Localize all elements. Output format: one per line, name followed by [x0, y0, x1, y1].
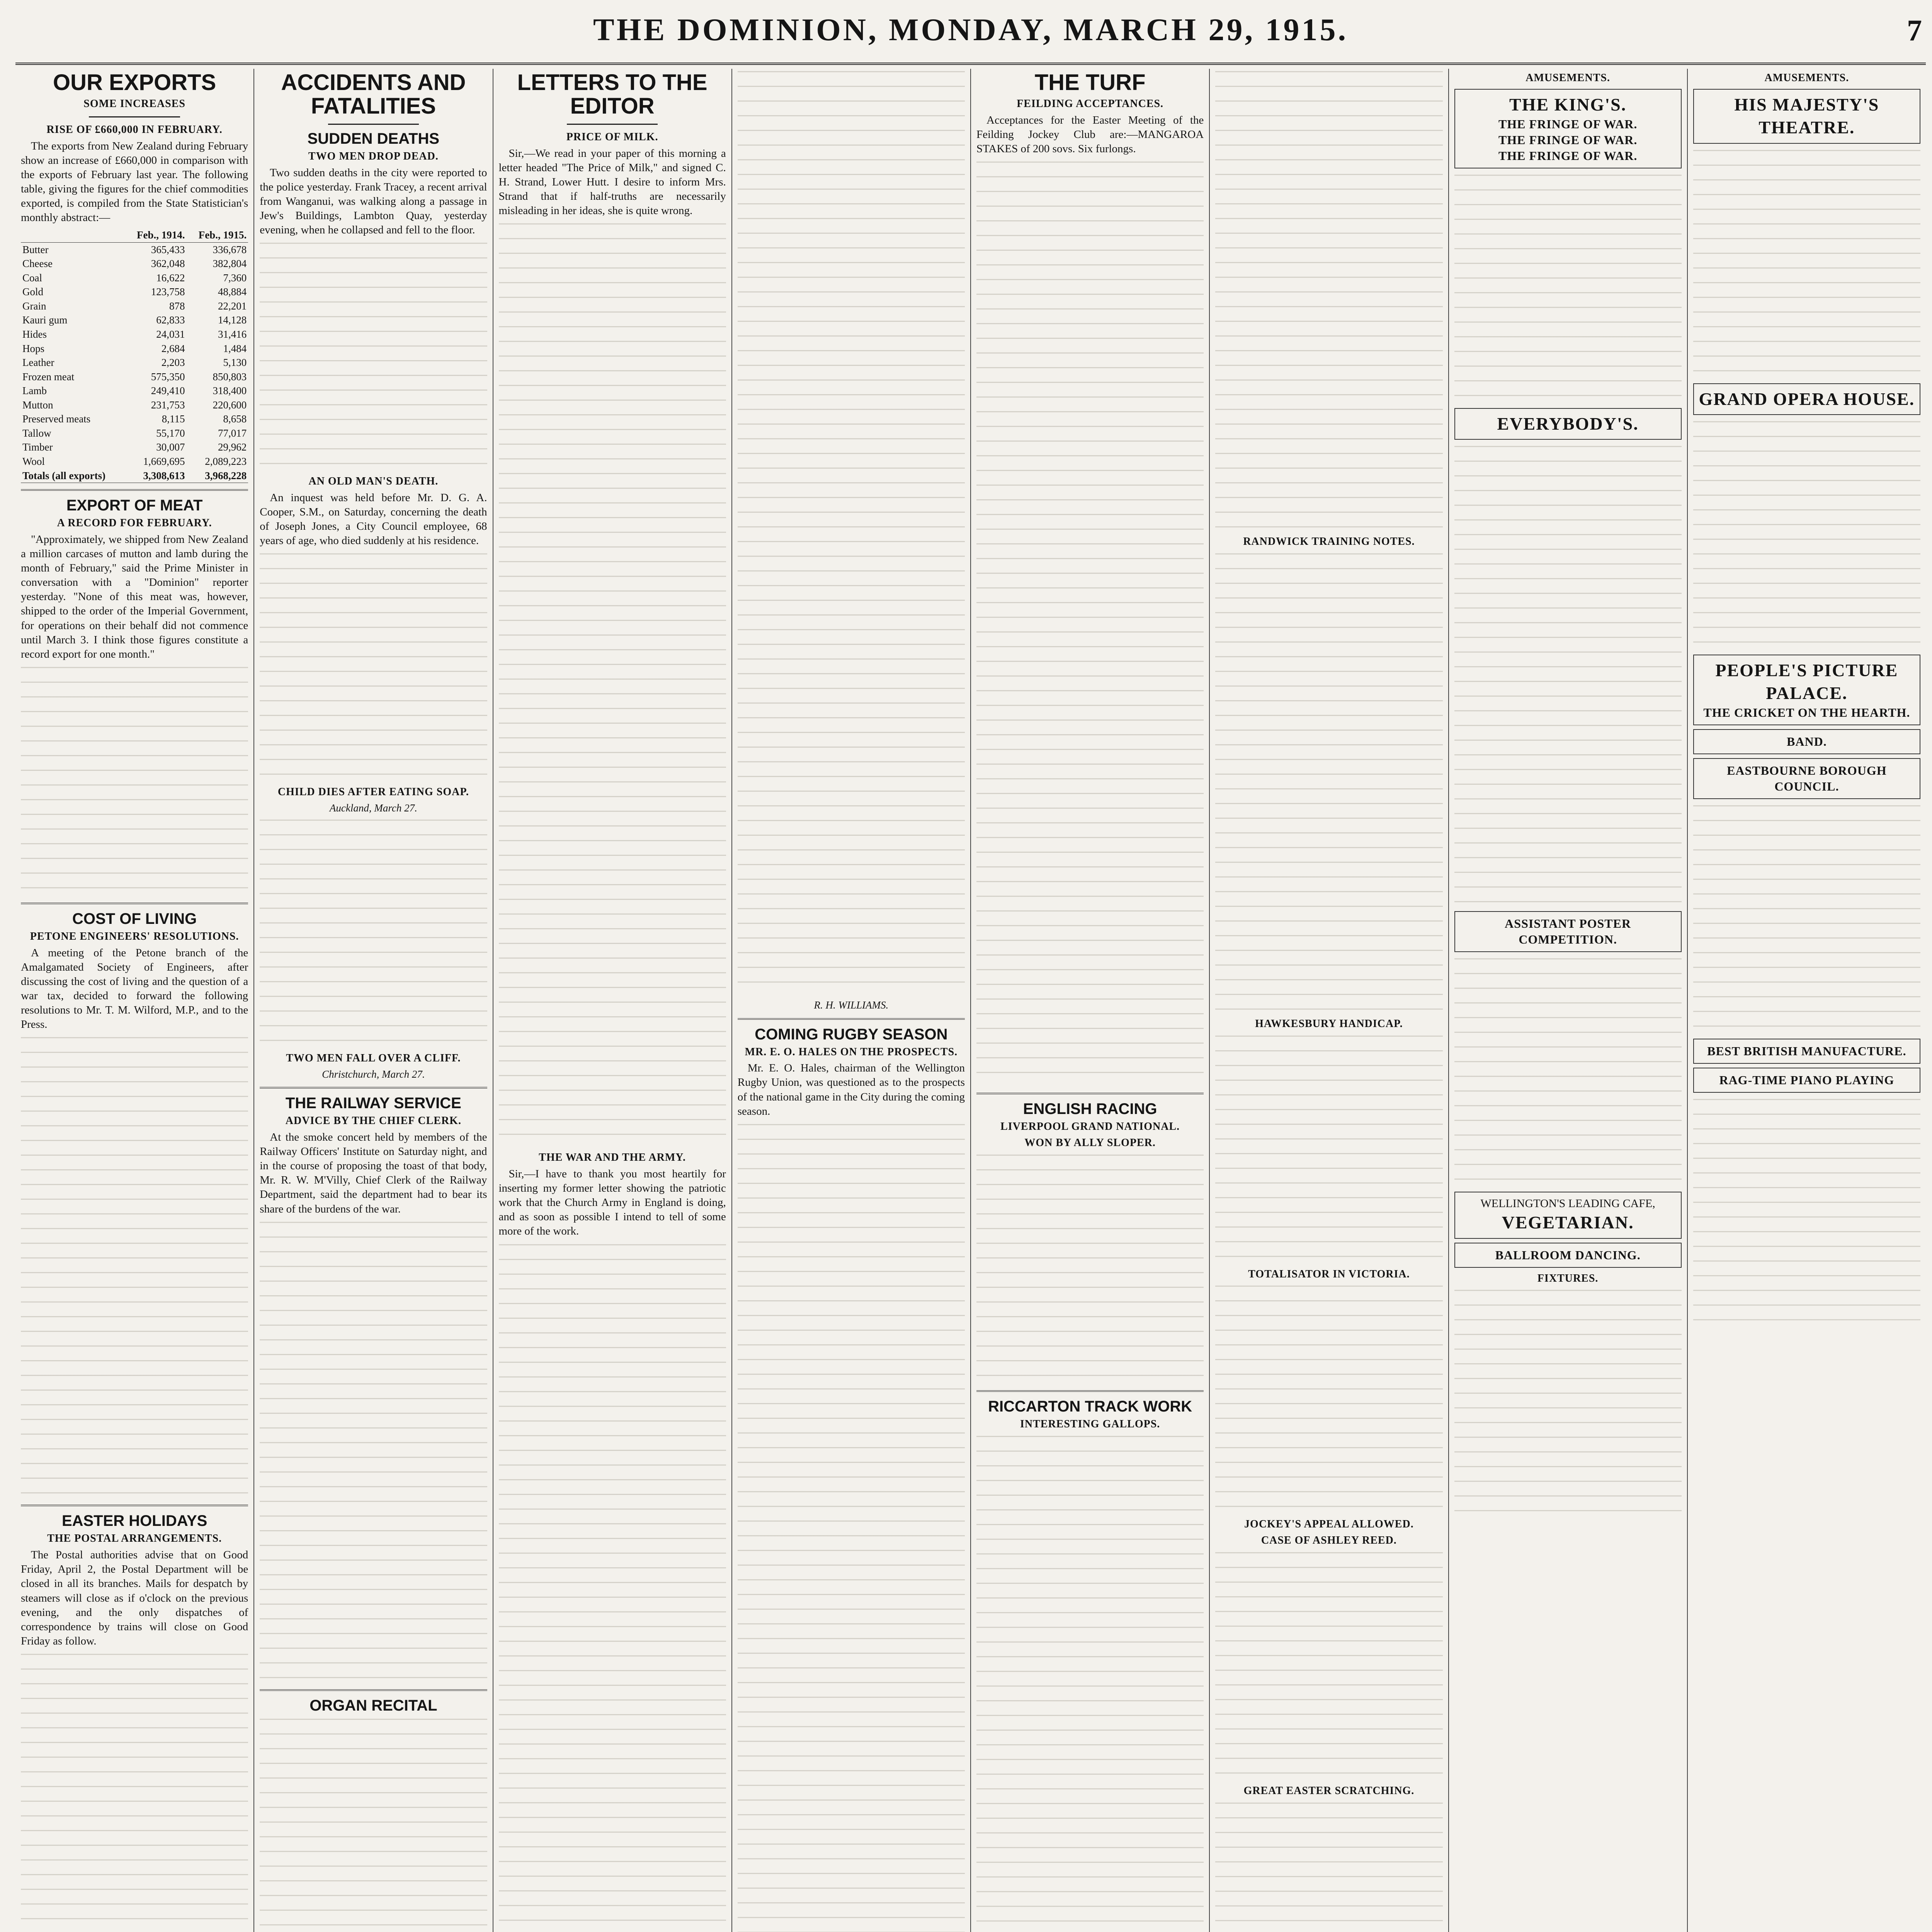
ad-peoples-palace: PEOPLE'S PICTURE PALACE. THE CRICKET ON THE HEARTH. [1693, 655, 1920, 725]
national-sub: LIVERPOOL GRAND NATIONAL. [1000, 1121, 1180, 1133]
table-row: Coal 16,622 7,360 [22, 272, 247, 284]
text-block [1215, 1283, 1442, 1515]
ad-cafe: WELLINGTON'S LEADING CAFE, VEGETARIAN. [1454, 1192, 1682, 1238]
living-heading: COST OF LIVING [72, 910, 197, 927]
letters-heading: LETTERS TO THE EDITOR [517, 70, 707, 119]
exports-intro: The exports from New Zealand during February show an increase of £660,000 in comparison with the exports of February last year. The following table, giving the figures for the chief commodities exported, is compiled from the State Statistician's monthly abstract:— [21, 139, 248, 224]
cliff-dateline: Christchurch, March 27. [322, 1068, 425, 1080]
meat-heading: EXPORT OF MEAT [66, 497, 203, 514]
table-row: Preserved meats 8,115 8,658 [22, 413, 247, 425]
table-totals-row: Totals (all exports) 3,308,613 3,968,228 [21, 469, 248, 483]
column-5 [971, 69, 1210, 1932]
text-block [499, 1242, 726, 1932]
milk-body: Sir,—We read in your paper of this morning a letter headed "The Price of Milk," and signed C. H. Strand, Lower Hutt. I desire to inform Mrs. Strand that if half-truths are necessarily misleading in her ideas, she is quite wrong. [498, 147, 726, 217]
divider [976, 1390, 1204, 1392]
column-2 [254, 69, 493, 1932]
exports-table-header: Feb., 1914. Feb., 1915. [21, 228, 248, 242]
ad-kings-theatre: THE KING'S. THE FRINGE OF WAR. THE FRINGE OF WAR. THE FRINGE OF WAR. [1454, 89, 1682, 168]
text-block [260, 1716, 487, 1932]
railway-body: At the smoke concert held by members of the Railway Officers' Institute on Saturday night, and in the course of proposing the toast of that body, Mr. R. W. M'Villy, Chief Clerk of the Railway Department, said the department had to bear its share of the burdens of the war. [260, 1131, 487, 1215]
text-block [976, 1152, 1204, 1384]
war-army-heading: THE WAR AND THE ARMY. [539, 1151, 686, 1164]
table-row: Timber 30,007 29,962 [22, 441, 247, 453]
living-subheading: PETONE ENGINEERS' RESOLUTIONS. [30, 930, 239, 942]
riccarton-heading: RICCARTON TRACK WORK [988, 1398, 1192, 1415]
text-block [1454, 444, 1682, 907]
riccarton-sub: INTERESTING GALLOPS. [1020, 1418, 1160, 1430]
divider [260, 1689, 487, 1691]
columns [15, 69, 1926, 1932]
text-block [21, 1035, 248, 1498]
cliff-heading: TWO MEN FALL OVER A CLIFF. [286, 1052, 461, 1064]
text-block [1215, 1550, 1442, 1782]
exports-table [21, 228, 248, 483]
ad-poster-competition: ASSISTANT POSTER COMPETITION. [1454, 911, 1682, 952]
table-row: Hides 24,031 31,416 [22, 328, 247, 340]
child-heading: CHILD DIES AFTER EATING SOAP. [277, 786, 469, 798]
ad-ragtime: RAG-TIME PIANO PLAYING [1693, 1068, 1920, 1093]
ad-ballroom: BALLROOM DANCING. [1454, 1243, 1682, 1268]
sudden-deaths-body: Two sudden deaths in the city were reported to the police yesterday. Frank Tracey, a recent arrival from Wanganui, was walking along a passage in Jew's Buildings, Lambton Quay, yesterday evening, when he collapsed and fell to the floor. [260, 166, 487, 236]
text-block [976, 1434, 1204, 1932]
text-block [738, 69, 965, 996]
table-row: Leather 2,203 5,130 [22, 357, 247, 369]
column-1 [15, 69, 254, 1932]
letter-signature: R. H. WILLIAMS. [814, 999, 889, 1011]
ad-band: BAND. [1693, 729, 1920, 754]
easter-subheading: THE POSTAL ARRANGEMENTS. [47, 1532, 222, 1545]
ad-grand-opera: GRAND OPERA HOUSE. [1693, 383, 1920, 415]
rule [567, 124, 658, 125]
accidents-heading: ACCIDENTS AND FATALITIES [281, 70, 466, 119]
railway-sub: ADVICE BY THE CHIEF CLERK. [285, 1115, 461, 1127]
feilding-sub: FEILDING ACCEPTANCES. [1017, 97, 1164, 110]
won-sub: WON BY ALLY SLOPER. [1024, 1136, 1156, 1149]
old-man-heading: AN OLD MAN'S DEATH. [308, 475, 439, 488]
easter-heading: EASTER HOLIDAYS [61, 1512, 207, 1530]
ad-eastbourne: EASTBOURNE BOROUGH COUNCIL. [1693, 758, 1920, 799]
page-title: THE DOMINION, MONDAY, MARCH 29, 1915. [593, 12, 1348, 47]
table-row: Gold 123,758 48,884 [22, 286, 247, 298]
old-man-body: An inquest was held before Mr. D. G. A. Cooper, S.M., on Saturday, concerning the death of Joseph Jones, a City Council employee, 68 years of age, who died suddenly at his residence. [260, 491, 487, 547]
ashley-sub: CASE OF ASHLEY REED. [1261, 1534, 1397, 1547]
column-8 [1688, 69, 1926, 1932]
text-block [260, 817, 487, 1049]
jockeys-heading: JOCKEY'S APPEAL ALLOWED. [1244, 1518, 1414, 1531]
ad-his-majestys: HIS MAJESTY'S THEATRE. [1693, 89, 1920, 144]
amusements-heading-right: AMUSEMENTS. [1764, 72, 1849, 84]
randwick-heading: RANDWICK TRAINING NOTES. [1243, 536, 1415, 548]
exports-heading: OUR EXPORTS [53, 70, 216, 95]
divider [21, 489, 248, 491]
text-block [260, 240, 487, 472]
rule [89, 116, 180, 117]
text-block [260, 551, 487, 783]
page-number: 7 [1907, 14, 1922, 47]
text-block [1693, 148, 1920, 379]
feilding-body: Acceptances for the Easter Meeting of the Feilding Jockey Club are:—MANGAROA STAKES of 200 sovs. Six furlongs. [976, 114, 1204, 155]
table-row: Wool 1,669,695 2,089,223 [22, 455, 247, 467]
rugby-sub: MR. E. O. HALES ON THE PROSPECTS. [745, 1046, 958, 1058]
text-block [1215, 551, 1442, 1015]
table-row: Mutton 231,753 220,600 [22, 399, 247, 411]
text-block [499, 221, 726, 1148]
sudden-deaths-heading: SUDDEN DEATHS [307, 130, 440, 147]
masthead [15, 5, 1926, 65]
text-block [1215, 1033, 1442, 1265]
text-block [1454, 956, 1682, 1188]
text-block [1693, 419, 1920, 651]
exports-subheading: SOME INCREASES [83, 97, 185, 110]
divider [260, 1087, 487, 1088]
ad-manufacture: BEST BRITISH MANUFACTURE. [1693, 1039, 1920, 1064]
text-block [1693, 803, 1920, 1035]
turf-heading: THE TURF [1034, 70, 1146, 95]
english-racing-heading: ENGLISH RACING [1023, 1100, 1157, 1118]
divider [21, 1505, 248, 1506]
table-row: Grain 878 22,201 [22, 300, 247, 312]
text-block [738, 1122, 965, 1932]
column-6 [1210, 69, 1449, 1932]
column-7 [1449, 69, 1688, 1932]
column-3 [493, 69, 732, 1932]
organ-heading: ORGAN RECITAL [310, 1697, 437, 1714]
scratching-heading: GREAT EASTER SCRATCHING. [1243, 1785, 1415, 1797]
table-row: Tallow 55,170 77,017 [22, 427, 247, 439]
divider [21, 903, 248, 904]
easter-body: The Postal authorities advise that on Good Friday, April 2, the Postal Department will be closed in all its branches. Mails for despatch by steamers will close as if o'clock on the previous evening, and the only dispatches of correspondence by trains will close on Good Friday as follow. [21, 1549, 248, 1647]
amusements-heading-left: AMUSEMENTS. [1526, 72, 1610, 84]
text-block [260, 1219, 487, 1683]
table-row: Cheese 362,048 382,804 [22, 258, 247, 270]
meat-kicker: A RECORD FOR FEBRUARY. [57, 517, 212, 529]
ad-everybodys: EVERYBODY'S. [1454, 408, 1682, 440]
text-block [21, 1651, 248, 1932]
column-4 [732, 69, 971, 1932]
text-block [1693, 1097, 1920, 1328]
table-row: Kauri gum 62,833 14,128 [22, 314, 247, 326]
divider [738, 1018, 965, 1020]
rugby-body: Mr. E. O. Hales, chairman of the Wellington Rugby Union, was questioned as to the prospects of the national game in the City during the coming season. [737, 1062, 965, 1117]
text-block [21, 665, 248, 896]
rugby-heading: COMING RUGBY SEASON [755, 1026, 948, 1043]
meat-body: "Approximately, we shipped from New Zealand a million carcases of mutton and lamb during the month of February," said the Prime Minister in conversation with a "Dominion" reporter yesterday. "None of this meat was, however, shipped to the order of the Imperial Government, for operations on their behalf did not commence until March 3. I think those figures constitute a record export for one month." [21, 533, 248, 660]
exports-kicker: RISE OF £660,000 IN FEBRUARY. [46, 123, 223, 136]
table-row: Lamb 249,410 318,400 [22, 385, 247, 397]
milk-heading: PRICE OF MILK. [566, 131, 658, 143]
living-body: A meeting of the Petone branch of the Amalgamated Society of Engineers, after discussing the cost of living and the question of a war tax, decided to forward the following resolutions to Mr. T. M. Wilford, M.P., and to the Press. [21, 946, 248, 1031]
table-row: Hops 2,684 1,484 [22, 342, 247, 354]
text-block [976, 159, 1204, 1087]
hawkesbury-heading: HAWKESBURY HANDICAP. [1255, 1017, 1403, 1030]
war-army-body: Sir,—I have to thank you most heartily for inserting my former letter showing the patriotic work that the Church Army in England is doing, and as soon as possible I intend to tell of some more of the work. [498, 1167, 726, 1238]
text-block [1215, 69, 1442, 532]
text-block [1454, 1287, 1682, 1519]
totalisator-heading: TOTALISATOR IN VICTORIA. [1248, 1268, 1410, 1280]
table-row: Butter 365,433 336,678 [22, 243, 247, 255]
table-row: Frozen meat 575,350 850,803 [22, 371, 247, 383]
fixtures-heading: FIXTURES. [1537, 1272, 1599, 1284]
rule [328, 124, 419, 125]
railway-heading: THE RAILWAY SERVICE [285, 1095, 461, 1112]
text-block [1215, 1800, 1442, 1932]
divider [976, 1093, 1204, 1094]
child-dateline: Auckland, March 27. [329, 802, 417, 814]
sudden-deaths-sub: TWO MEN DROP DEAD. [308, 150, 439, 162]
text-block [1454, 172, 1682, 404]
